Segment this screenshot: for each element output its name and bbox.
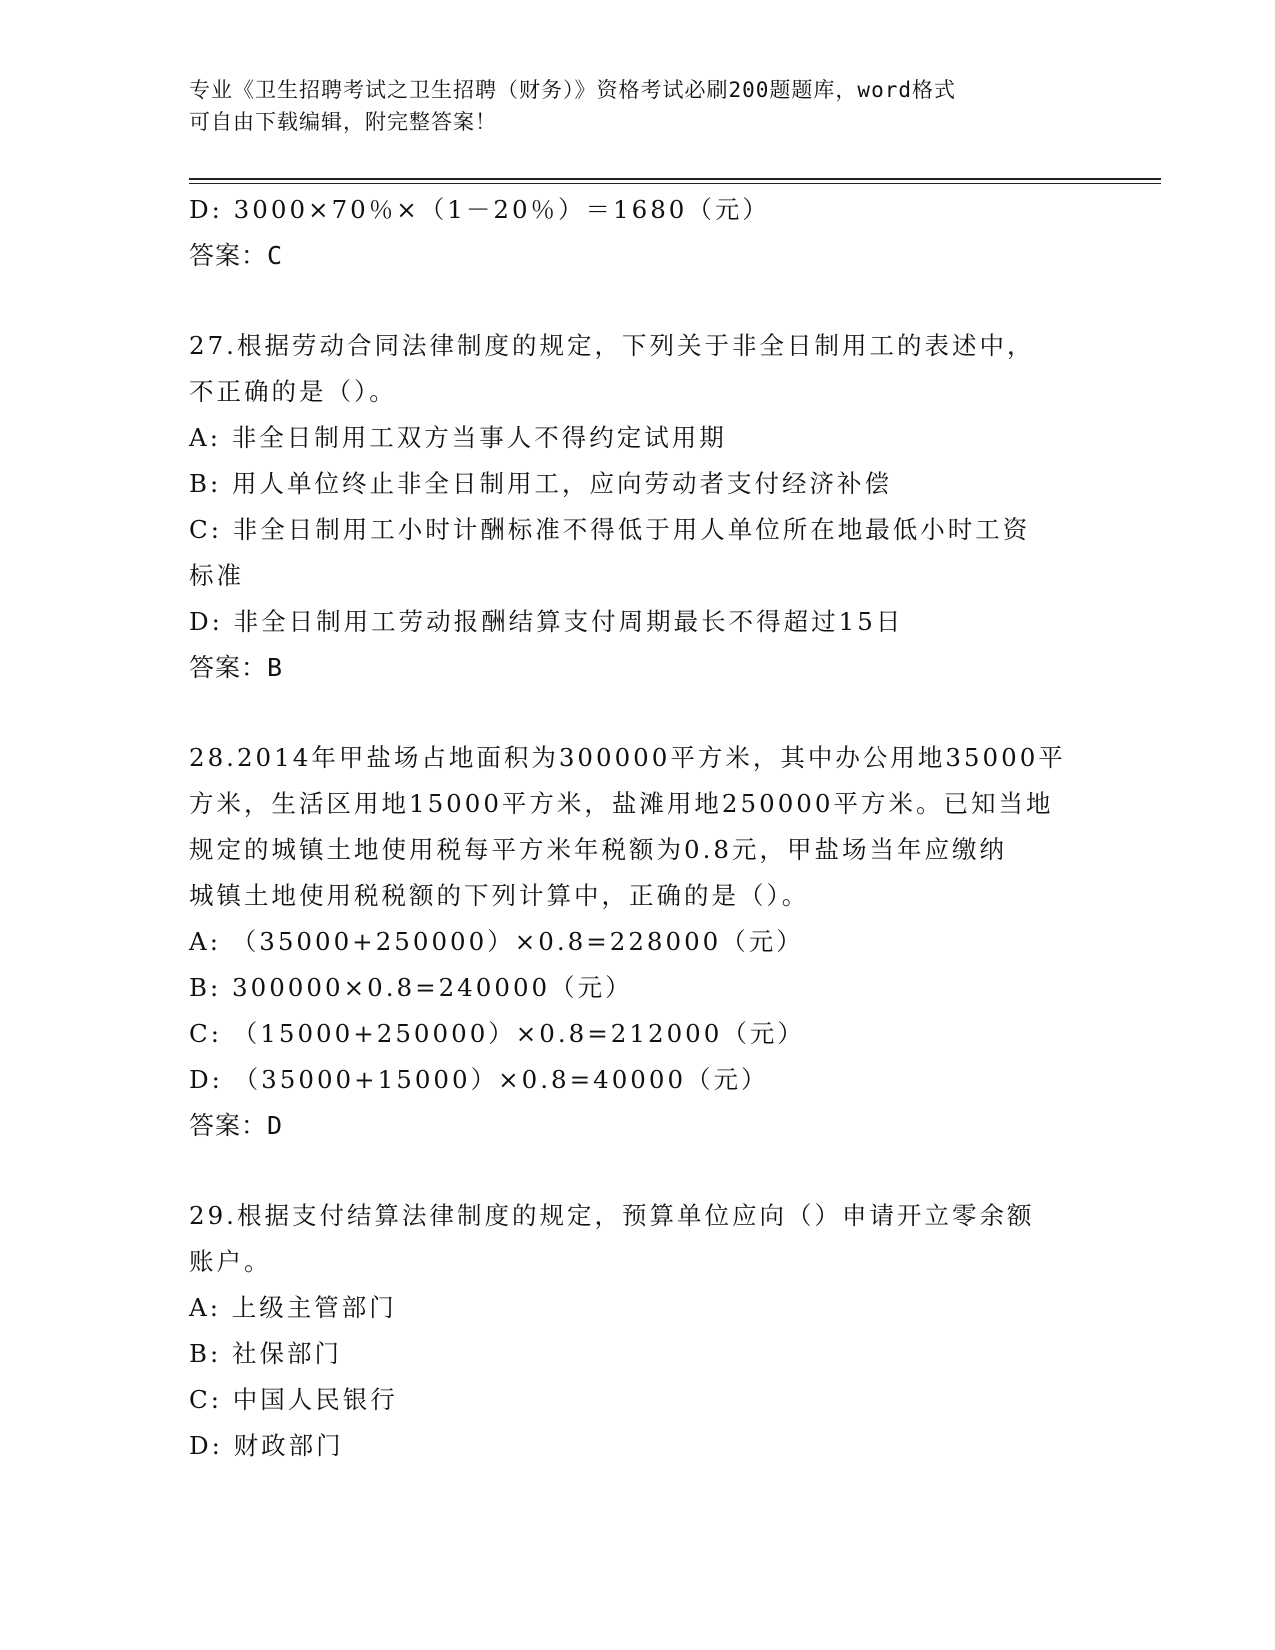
header-title-line-1: 专业《卫生招聘考试之卫生招聘（财务）》资格考试必刷200题题库，word格式 [189,78,956,102]
q27-option-b: B: 用人单位终止非全日制用工，应向劳动者支付经济补偿 [189,469,893,498]
q28-stem-line-3: 规定的城镇土地使用税每平方米年税额为0.8元，甲盐场当年应缴纳 [189,835,1007,864]
question-gap [189,691,1089,735]
q27-option-c-line-2: 标准 [189,561,244,590]
q28-answer: 答案：D [189,1111,284,1140]
question-content [189,187,1089,1469]
question-26-tail [189,187,1089,279]
q29-stem-line-1: 29.根据支付结算法律制度的规定，预算单位应向（）申请开立零余额 [189,1201,1035,1230]
question-28 [189,735,1089,1149]
header-divider-thin [189,183,1161,184]
q28-option-a: A: （35000+250000）×0.8=228000（元） [189,927,804,956]
q29-option-b: B: 社保部门 [189,1339,343,1368]
q26-answer: 答案：C [189,241,284,270]
q27-option-d: D: 非全日制用工劳动报酬结算支付周期最长不得超过15日 [189,607,904,636]
q28-stem-line-4: 城镇土地使用税税额的下列计算中，正确的是（）。 [189,881,810,910]
q27-stem-line-2: 不正确的是（）。 [189,377,397,406]
q29-stem-line-2: 账户。 [189,1247,272,1276]
header-divider-thick [189,178,1161,180]
q28-option-c: C: （15000+250000）×0.8=212000（元） [189,1019,805,1048]
question-29 [189,1193,1089,1469]
q27-stem-line-1: 27.根据劳动合同法律制度的规定，下列关于非全日制用工的表述中， [189,331,1035,360]
question-gap [189,1149,1089,1193]
question-gap [189,279,1089,323]
question-27 [189,323,1089,691]
q28-stem-line-2: 方米，生活区用地15000平方米，盐滩用地250000平方米。已知当地 [189,789,1054,818]
q27-option-c-line-1: C: 非全日制用工小时计酬标准不得低于用人单位所在地最低小时工资 [189,515,1031,544]
header-title-line-2: 可自由下载编辑，附完整答案！ [189,110,497,134]
q28-option-b: B: 300000×0.8=240000（元） [189,973,633,1002]
q28-stem-line-1: 28.2014年甲盐场占地面积为300000平方米，其中办公用地35000平 [189,743,1066,772]
q27-option-a: A: 非全日制用工双方当事人不得约定试用期 [189,423,727,452]
q29-option-c: C: 中国人民银行 [189,1385,398,1414]
q28-option-d: D: （35000+15000）×0.8=40000（元） [189,1065,769,1094]
q27-answer: 答案：B [189,653,284,682]
q29-option-a: A: 上级主管部门 [189,1293,397,1322]
page-header [189,74,1089,138]
q29-option-d: D: 财政部门 [189,1431,344,1460]
q26-option-d: D: 3000×70％×（1－20％）＝1680（元） [189,195,770,224]
